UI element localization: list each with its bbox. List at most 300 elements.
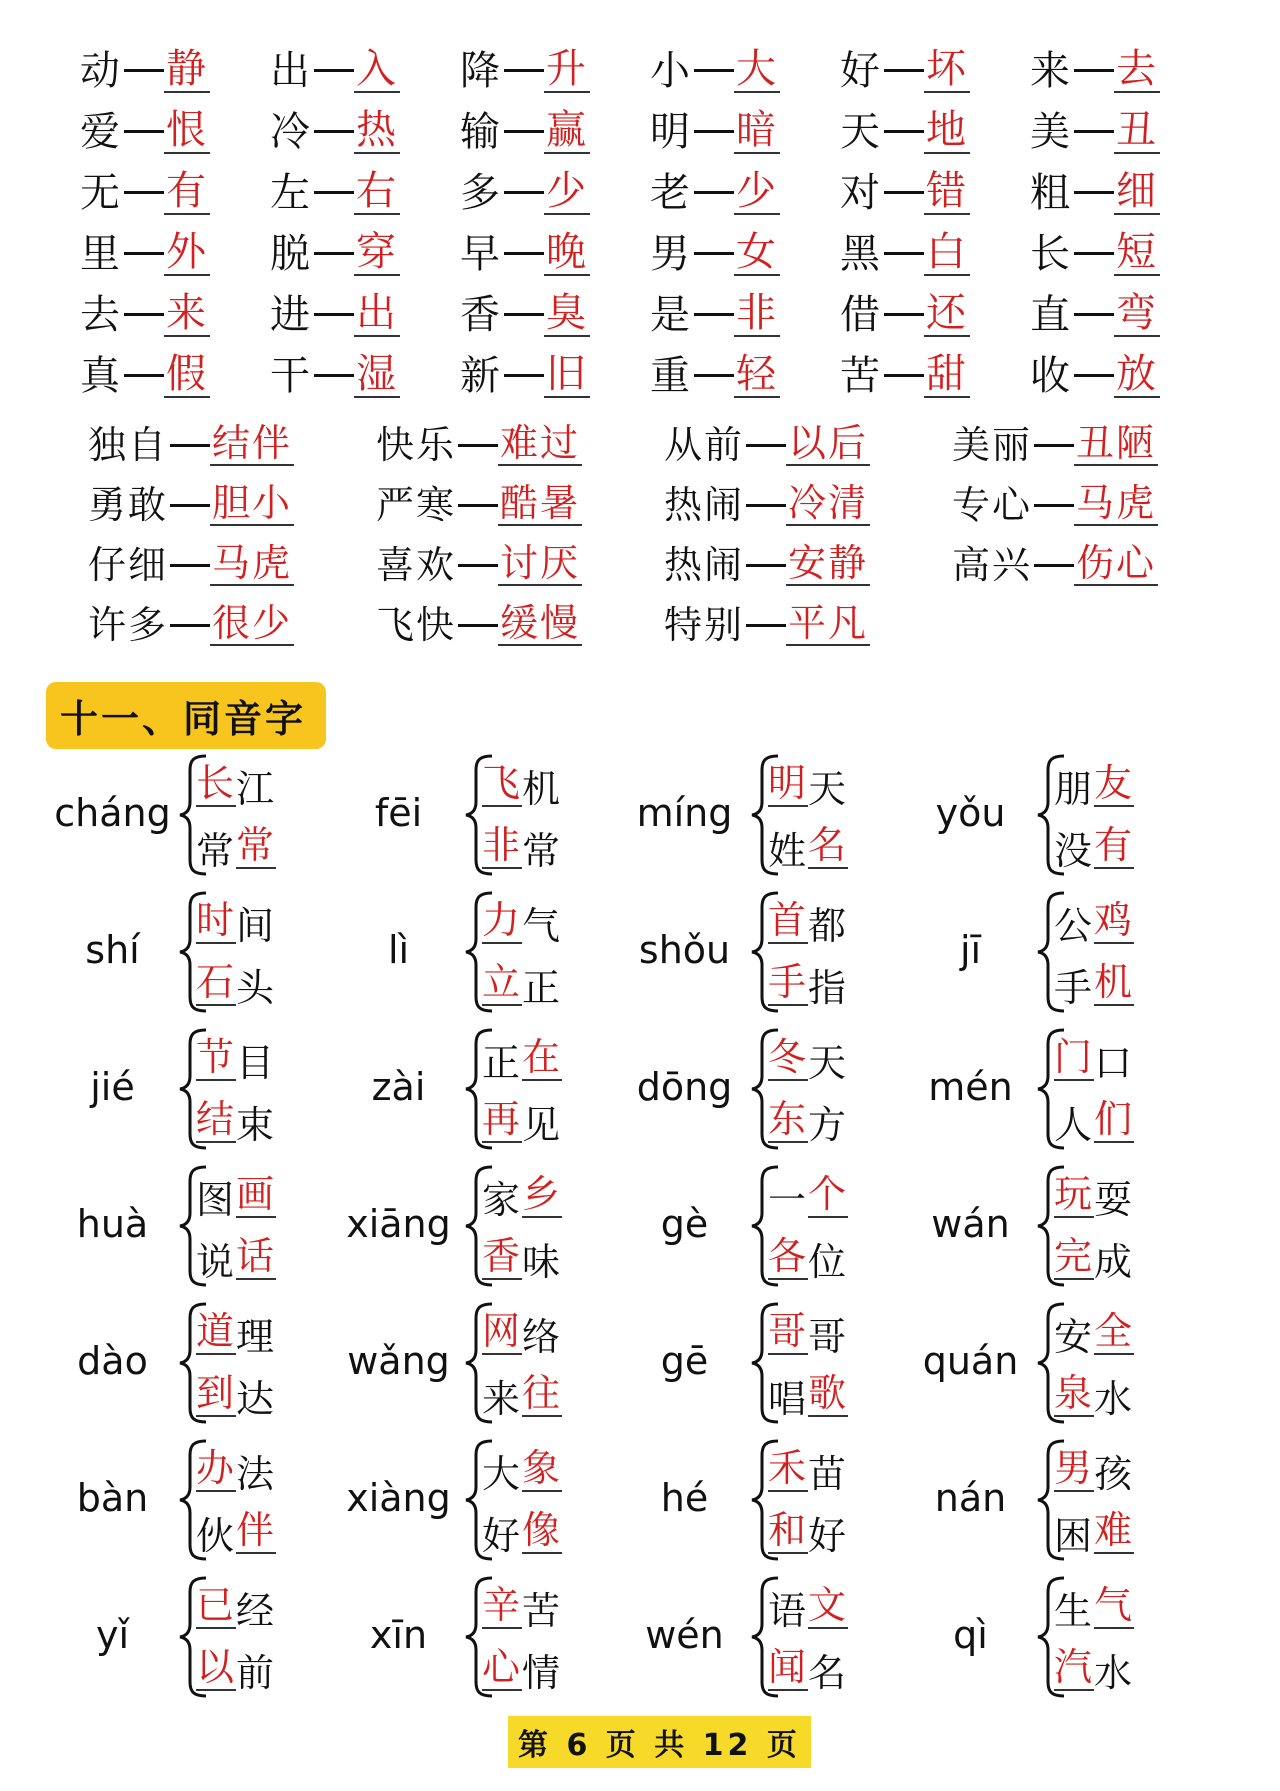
antonym-word: 许多 (88, 603, 169, 647)
homophone-highlight-char: 到 (196, 1371, 237, 1416)
homophone-highlight-char: 话 (236, 1234, 277, 1279)
homophone-highlight-char: 手 (768, 960, 809, 1005)
antonym-answer: 去 (1116, 45, 1158, 92)
homophone-highlight-char: 各 (768, 1234, 809, 1279)
pinyin-label: xiàng (346, 1476, 451, 1520)
antonym-pair (650, 223, 840, 284)
homophone-plain-char: 图 (196, 1177, 237, 1222)
antonym-word: 专心 (952, 483, 1033, 527)
homophone-plain-char: 语 (768, 1588, 809, 1633)
homophone-word-list (196, 754, 276, 878)
antonym-pair (840, 162, 1030, 223)
homophone-highlight-char: 泉 (1054, 1371, 1095, 1416)
homophone-plain-char: 生 (1054, 1588, 1095, 1633)
antonym-word: 喜欢 (376, 543, 457, 587)
dash-divider (170, 504, 210, 507)
homophone-plain-char: 人 (1054, 1102, 1095, 1147)
homophone-word (196, 1439, 276, 1501)
pinyin-label: jī (959, 928, 982, 972)
antonym-answer: 少 (546, 167, 588, 214)
antonym-word: 新 (460, 352, 502, 399)
dash-divider (884, 252, 924, 255)
dash-divider (504, 374, 544, 377)
homophone-highlight-char: 汽 (1054, 1645, 1095, 1690)
antonym-word: 收 (1030, 352, 1072, 399)
homophone-plain-char: 见 (522, 1102, 563, 1147)
homophone-plain-char: 天 (808, 1040, 849, 1085)
antonym-pair (270, 223, 460, 284)
homophone-highlight-char: 禾 (768, 1446, 809, 1491)
pinyin-label: yǒu (935, 791, 1006, 835)
homophone-word-list (196, 1439, 276, 1563)
homophone-group (40, 1570, 326, 1707)
antonym-word: 出 (270, 47, 312, 94)
homophone-highlight-char: 男 (1054, 1446, 1095, 1491)
antonym-answer: 暗 (736, 106, 778, 153)
homophone-group (898, 748, 1184, 885)
antonym-pair (840, 40, 1030, 101)
antonym-pair (952, 535, 1240, 595)
antonym-answer: 臭 (546, 289, 588, 336)
homophone-word-list (482, 1302, 562, 1426)
dash-divider (504, 130, 544, 133)
dash-divider (124, 130, 164, 133)
antonym-word: 独自 (88, 423, 169, 467)
homophone-plain-char: 姓 (768, 828, 809, 873)
antonym-answer: 甜 (926, 350, 968, 397)
dash-divider (694, 130, 734, 133)
homophone-plain-char: 都 (808, 903, 849, 948)
dash-divider (746, 444, 786, 447)
homophone-word (196, 1028, 276, 1090)
antonym-answer: 旧 (546, 350, 588, 397)
pinyin-label: mén (928, 1065, 1013, 1109)
antonym-answer: 赢 (546, 106, 588, 153)
homophone-word (482, 953, 562, 1015)
homophone-highlight-char: 明 (768, 761, 809, 806)
homophone-highlight-char: 非 (482, 823, 523, 868)
antonym-pair (664, 415, 952, 475)
homophone-plain-char: 间 (236, 903, 277, 948)
pinyin-label: shǒu (638, 928, 731, 972)
homophone-highlight-char: 再 (482, 1097, 523, 1142)
homophone-highlight-char: 香 (482, 1234, 523, 1279)
antonym-word: 冷 (270, 108, 312, 155)
homophone-plain-char: 常 (522, 828, 563, 873)
homophone-group (898, 1022, 1184, 1159)
antonym-pair (952, 475, 1240, 535)
homophone-plain-char: 朋 (1054, 766, 1095, 811)
antonym-word: 降 (460, 47, 502, 94)
antonym-answer: 女 (736, 228, 778, 275)
pinyin-label: lì (387, 928, 410, 972)
antonym-pair (1030, 101, 1220, 162)
homophone-word (196, 891, 276, 953)
dash-divider (694, 252, 734, 255)
homophone-highlight-char: 往 (522, 1371, 563, 1416)
antonym-word: 热闹 (664, 543, 745, 587)
homophone-plain-char: 方 (808, 1102, 849, 1147)
antonym-word: 粗 (1030, 169, 1072, 216)
antonym-word: 动 (80, 47, 122, 94)
pinyin-label: cháng (54, 791, 171, 835)
antonym-answer: 入 (356, 45, 398, 92)
antonym-pair (80, 223, 270, 284)
homophone-word (1054, 1501, 1134, 1563)
homophone-word-list (196, 1576, 276, 1700)
homophone-highlight-char: 和 (768, 1508, 809, 1553)
antonym-answer: 白 (926, 228, 968, 275)
homophone-plain-char: 机 (522, 766, 563, 811)
antonym-pair (80, 40, 270, 101)
homophone-highlight-char: 道 (196, 1309, 237, 1354)
homophone-word (768, 1364, 848, 1426)
antonym-pair (460, 223, 650, 284)
dash-divider (124, 313, 164, 316)
homophone-highlight-char: 首 (768, 898, 809, 943)
antonym-word: 去 (80, 291, 122, 338)
dash-divider (746, 504, 786, 507)
antonym-word: 输 (460, 108, 502, 155)
homophone-word (482, 891, 562, 953)
pinyin-label: dōng (636, 1065, 733, 1109)
homophone-highlight-char: 网 (482, 1309, 523, 1354)
homophone-plain-char: 正 (522, 965, 563, 1010)
homophone-highlight-char: 友 (1094, 761, 1135, 806)
homophone-word (482, 754, 562, 816)
pinyin-label: gē (660, 1339, 709, 1383)
dash-divider (124, 252, 164, 255)
antonym-answer: 马虎 (212, 541, 293, 585)
antonym-answer: 外 (166, 228, 208, 275)
homophone-highlight-char: 鸡 (1094, 898, 1135, 943)
antonym-answer: 还 (926, 289, 968, 336)
antonym-pair (376, 475, 664, 535)
dash-divider (746, 564, 786, 567)
homophone-plain-char: 天 (808, 766, 849, 811)
dash-divider (458, 564, 498, 567)
homophone-word-list (482, 1439, 562, 1563)
dash-divider (694, 313, 734, 316)
antonym-word: 多 (460, 169, 502, 216)
antonym-answer: 缓慢 (500, 601, 581, 645)
homophone-plain-char: 成 (1094, 1239, 1135, 1284)
homophone-word-list (768, 754, 848, 878)
antonym-answer: 错 (926, 167, 968, 214)
antonym-answer: 讨厌 (500, 541, 581, 585)
homophone-plain-char: 手 (1054, 965, 1095, 1010)
dash-divider (1074, 313, 1114, 316)
dash-divider (124, 191, 164, 194)
homophone-plain-char: 来 (482, 1376, 523, 1421)
homophone-plain-char: 好 (808, 1513, 849, 1558)
homophone-word (482, 1165, 562, 1227)
homophone-word-list (196, 891, 276, 1015)
antonym-word: 无 (80, 169, 122, 216)
dash-divider (124, 374, 164, 377)
homophone-word-list (482, 754, 562, 878)
antonym-pair (1030, 223, 1220, 284)
homophone-highlight-char: 石 (196, 960, 237, 1005)
homophone-word-list (482, 1576, 562, 1700)
homophone-word-list (482, 1028, 562, 1152)
antonym-answer: 有 (166, 167, 208, 214)
homophone-word (196, 754, 276, 816)
antonym-pair (80, 284, 270, 345)
antonym-word: 好 (840, 47, 882, 94)
antonym-answer: 轻 (736, 350, 778, 397)
dash-divider (314, 374, 354, 377)
homophone-word (196, 1364, 276, 1426)
homophone-plain-char: 口 (1094, 1040, 1135, 1085)
pinyin-label: fēi (374, 791, 423, 835)
pinyin-label: huà (76, 1202, 149, 1246)
antonym-answer: 非 (736, 289, 778, 336)
homophone-plain-char: 名 (808, 1650, 849, 1695)
dash-divider (504, 69, 544, 72)
homophone-group (40, 1159, 326, 1296)
antonym-answer: 大 (736, 45, 778, 92)
antonym-pair (1030, 345, 1220, 406)
dash-divider (314, 313, 354, 316)
antonym-word: 左 (270, 169, 312, 216)
homophone-highlight-char: 在 (522, 1035, 563, 1080)
homophone-group (612, 1159, 898, 1296)
antonym-word: 快乐 (376, 423, 457, 467)
antonym-answer: 坏 (926, 45, 968, 92)
antonym-word: 勇敢 (88, 483, 169, 527)
homophone-plain-char: 指 (808, 965, 849, 1010)
dash-divider (1034, 564, 1074, 567)
antonym-pair (650, 162, 840, 223)
homophone-plain-char: 伙 (196, 1513, 237, 1558)
homophone-highlight-char: 哥 (768, 1309, 809, 1354)
antonym-word: 干 (270, 352, 312, 399)
homophone-highlight-char: 时 (196, 898, 237, 943)
homophones-grid (40, 748, 1240, 1707)
pinyin-label: gè (660, 1202, 709, 1246)
antonym-answer: 很少 (212, 601, 293, 645)
antonym-pair (460, 101, 650, 162)
antonym-answer: 冷清 (788, 481, 869, 525)
antonym-word: 早 (460, 230, 502, 277)
homophone-word-list (1054, 1028, 1134, 1152)
antonym-answer: 丑陋 (1076, 421, 1157, 465)
homophone-plain-char: 理 (236, 1314, 277, 1359)
antonyms-single-grid (80, 40, 1210, 406)
homophone-plain-char: 说 (196, 1239, 237, 1284)
antonym-pair (376, 415, 664, 475)
antonym-pair (650, 40, 840, 101)
homophone-highlight-char: 辛 (482, 1583, 523, 1628)
homophone-highlight-char: 常 (236, 823, 277, 868)
homophone-group (326, 748, 612, 885)
antonym-answer: 穿 (356, 228, 398, 275)
homophone-word (768, 1638, 848, 1700)
homophone-group (612, 1433, 898, 1570)
antonym-pair (460, 345, 650, 406)
antonym-answer: 静 (166, 45, 208, 92)
antonym-answer: 放 (1116, 350, 1158, 397)
homophone-word-list (196, 1302, 276, 1426)
dash-divider (694, 374, 734, 377)
homophone-plain-char: 好 (482, 1513, 523, 1558)
homophone-highlight-char: 伴 (236, 1508, 277, 1553)
antonym-pair (1030, 40, 1220, 101)
antonym-word: 小 (650, 47, 692, 94)
homophone-group (612, 1570, 898, 1707)
antonym-answer: 右 (356, 167, 398, 214)
homophone-highlight-char: 长 (196, 761, 237, 806)
homophone-word (196, 1090, 276, 1152)
pinyin-label: zài (371, 1065, 426, 1109)
homophone-highlight-char: 东 (768, 1097, 809, 1142)
homophone-plain-char: 头 (236, 965, 277, 1010)
antonym-answer: 弯 (1116, 289, 1158, 336)
antonym-pair (376, 595, 664, 655)
homophone-plain-char: 江 (236, 766, 277, 811)
homophone-word (482, 1090, 562, 1152)
antonym-answer: 湿 (356, 350, 398, 397)
homophone-word (768, 1028, 848, 1090)
antonym-answer: 少 (736, 167, 778, 214)
homophone-highlight-char: 办 (196, 1446, 237, 1491)
antonym-answer: 丑 (1116, 106, 1158, 153)
homophone-highlight-char: 立 (482, 960, 523, 1005)
antonym-answer: 热 (356, 106, 398, 153)
homophone-word (1054, 816, 1134, 878)
homophone-word-list (196, 1165, 276, 1289)
homophone-plain-char: 水 (1094, 1376, 1135, 1421)
antonym-pair (88, 415, 376, 475)
antonym-answer: 细 (1116, 167, 1158, 214)
antonym-word: 严寒 (376, 483, 457, 527)
homophone-word (768, 754, 848, 816)
pinyin-label: wén (645, 1613, 724, 1657)
pinyin-label: bàn (76, 1476, 149, 1520)
homophone-highlight-char: 全 (1094, 1309, 1135, 1354)
antonym-pair (952, 415, 1240, 475)
antonym-word: 特别 (664, 603, 745, 647)
antonym-word: 借 (840, 291, 882, 338)
homophone-group (40, 885, 326, 1022)
homophone-word (768, 1439, 848, 1501)
homophone-word (1054, 1227, 1134, 1289)
antonym-answer: 伤心 (1076, 541, 1157, 585)
homophone-group (40, 748, 326, 885)
antonym-word: 老 (650, 169, 692, 216)
homophone-group (326, 1433, 612, 1570)
antonym-pair (460, 162, 650, 223)
homophone-highlight-char: 玩 (1054, 1172, 1095, 1217)
homophone-highlight-char: 力 (482, 898, 523, 943)
homophone-group (326, 885, 612, 1022)
antonym-pair (270, 345, 460, 406)
antonym-pair (270, 162, 460, 223)
antonym-word: 美 (1030, 108, 1072, 155)
homophone-group (612, 885, 898, 1022)
homophone-plain-char: 位 (808, 1239, 849, 1284)
antonym-word: 热闹 (664, 483, 745, 527)
antonym-word: 里 (80, 230, 122, 277)
antonym-answer: 假 (166, 350, 208, 397)
dash-divider (1074, 252, 1114, 255)
homophone-word (1054, 1028, 1134, 1090)
dash-divider (170, 444, 210, 447)
dash-divider (170, 564, 210, 567)
antonym-word: 直 (1030, 291, 1072, 338)
antonym-word: 苦 (840, 352, 882, 399)
homophone-highlight-char: 节 (196, 1035, 237, 1080)
antonym-answer: 结伴 (212, 421, 293, 465)
homophone-highlight-char: 文 (808, 1583, 849, 1628)
homophone-group (612, 1022, 898, 1159)
pinyin-label: quán (922, 1339, 1019, 1383)
dash-divider (746, 624, 786, 627)
homophone-word (768, 1227, 848, 1289)
antonym-answer: 以后 (788, 421, 869, 465)
antonym-answer: 晚 (546, 228, 588, 275)
homophone-group (898, 885, 1184, 1022)
homophone-word-list (768, 1028, 848, 1152)
homophone-word (482, 1576, 562, 1638)
homophone-word (1054, 953, 1134, 1015)
antonym-answer: 马虎 (1076, 481, 1157, 525)
antonym-word: 从前 (664, 423, 745, 467)
homophone-plain-char: 一 (768, 1177, 809, 1222)
homophone-highlight-char: 象 (522, 1446, 563, 1491)
dash-divider (458, 504, 498, 507)
homophone-word (196, 953, 276, 1015)
homophone-word (1054, 1576, 1134, 1638)
antonym-word: 天 (840, 108, 882, 155)
antonym-word: 爱 (80, 108, 122, 155)
homophone-word (196, 1302, 276, 1364)
homophone-group (612, 1296, 898, 1433)
antonym-word: 是 (650, 291, 692, 338)
pinyin-label: jié (90, 1065, 135, 1109)
antonym-pair (1030, 284, 1220, 345)
homophone-word (196, 1227, 276, 1289)
antonym-word: 真 (80, 352, 122, 399)
dash-divider (314, 191, 354, 194)
homophone-word (768, 1576, 848, 1638)
antonym-pair (460, 284, 650, 345)
homophone-word-list (1054, 1302, 1134, 1426)
homophone-plain-char: 水 (1094, 1650, 1135, 1695)
homophone-word (768, 816, 848, 878)
homophone-word (196, 1501, 276, 1563)
antonym-word: 高兴 (952, 543, 1033, 587)
dash-divider (1074, 69, 1114, 72)
homophone-word (196, 816, 276, 878)
dash-divider (1034, 504, 1074, 507)
homophone-plain-char: 家 (482, 1177, 523, 1222)
antonym-answer: 平凡 (788, 601, 869, 645)
antonym-pair (664, 595, 952, 655)
antonym-pair (270, 40, 460, 101)
dash-divider (314, 130, 354, 133)
homophone-group (326, 1296, 612, 1433)
homophone-word (1054, 1638, 1134, 1700)
homophone-group (898, 1570, 1184, 1707)
homophone-highlight-char: 个 (808, 1172, 849, 1217)
antonym-pair (664, 535, 952, 595)
dash-divider (1074, 374, 1114, 377)
antonym-word: 美丽 (952, 423, 1033, 467)
homophone-plain-char: 公 (1054, 903, 1095, 948)
homophone-word (196, 1638, 276, 1700)
